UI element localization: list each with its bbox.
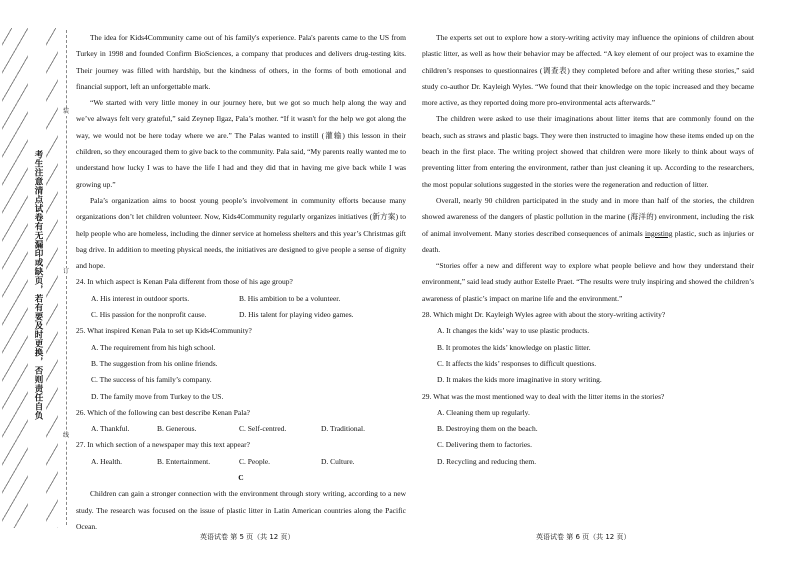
margin-hatch-left [2, 28, 28, 528]
page-5-footer: 英语试卷 第 5 页（共 12 页） [200, 533, 295, 541]
text-run: Overall, nearly 90 children participated in the study and in more than half of the stories, the children showed awareness of the dangers of plastic pollution in the marine (海洋的) environment, including the risk of animal involvement. Many stories described consequences of animals [422, 195, 754, 238]
option-27-b: B. Entertainment. [157, 456, 211, 466]
passage-paragraph: “Stories offer a new and different way to explore what people believe and how they understand their environment,” said lead study author Estelle Praet. “The results were truly inspiring and showed the children’s awareness of plastic’s impact on marine life and the environment.” [422, 261, 754, 303]
question-24: 24. In which aspect is Kenan Pala different from those of his age group? [76, 277, 293, 287]
question-28: 28. Which might Dr. Kayleigh Wyles agree with about the story-writing activity? [422, 310, 666, 320]
passage-paragraph: Pala’s organization aims to boost young people’s involvement in community efforts because many organizations don’t let children volunteer. Now, Kids4Community regularly organizes initiatives (新方案) to help people who are homeless, including the dinner service at homeless shelters and this year’s Christmas gift bag drive. In addition to meeting physical needs, the initiatives are designed to give people a sense of dignity and hope. [76, 195, 406, 271]
option-26-d: D. Traditional. [321, 424, 365, 434]
option-25-d: D. The family move from Turkey to the US. [91, 391, 224, 401]
binding-mark-zhuang: 装 [62, 108, 69, 115]
option-24-a: A. His interest in outdoor sports. [91, 293, 190, 303]
passage-paragraph-ingesting [422, 193, 754, 258]
question-24-options-row-1 [76, 291, 406, 307]
option-24-c: C. His passion for the nonprofit cause. [91, 310, 207, 320]
page-6-footer: 英语试卷 第 6 页（共 12 页） [536, 533, 631, 541]
section-heading-c: C [238, 473, 244, 483]
question-25: 25. What inspired Kenan Pala to set up Kids4Community? [76, 326, 252, 336]
question-26-options [76, 421, 406, 437]
question-27-options [76, 454, 406, 470]
question-27: 27. In which section of a newspaper may this text appear? [76, 440, 250, 450]
option-29-c: C. Delivering them to factories. [437, 440, 532, 450]
binding-mark-xian: 线 [62, 432, 69, 439]
option-28-b: B. It promotes the kids’ knowledge on plastic litter. [437, 342, 591, 352]
passage-paragraph: The idea for Kids4Community came out of his family's experience. Pala's parents came to the US from Turkey in 1998 and founded Confirm BioSciences, a company that produces and delivers drug-testing kits. Their journey was filled with hardship, but the kindness of others, in the forms of both emotional and financial support, left an unforgettable mark. [76, 33, 406, 91]
option-25-c: C. The success of his family’s company. [91, 375, 212, 385]
option-25-a: A. The requirement from his high school. [91, 342, 216, 352]
option-28-c: C. It affects the kids’ responses to difficult questions. [437, 358, 597, 368]
binding-dashed-line [66, 30, 67, 525]
margin-hatch-right [46, 28, 58, 528]
question-24-options-row-2 [76, 307, 406, 323]
option-27-d: D. Culture. [321, 456, 355, 466]
underlined-word: ingesting [645, 228, 673, 238]
option-28-d: D. It makes the kids more imaginative in story writing. [437, 375, 602, 385]
option-26-c: C. Self-centred. [239, 424, 287, 434]
option-24-d: D. His talent for playing video games. [239, 310, 354, 320]
option-27-c: C. People. [239, 456, 271, 466]
option-27-a: A. Health. [91, 456, 123, 466]
passage-paragraph: The children were asked to use their imaginations about litter items that are commonly found on the beach, such as straws and plastic bags. They were then instructed to imagine how these items ended up on the beach in the first place. The writing project showed that children were more likely to think about ways of preventing litter from entering the environment, rather than just cleaning it up. According to the researchers, the most popular solutions suggested in the stories were the regeneration and reduction of litter. [422, 114, 754, 189]
passage-paragraph: “We started with very little money in our journey here, but we got so much help along the way and we’ve always felt very grateful,” said Zeynep Ilgaz, Pala’s mother. “If it wasn't for the help we got along the way, we would not be here today where we are.” The Palas wanted to instill (灌输) this lesson in their children, so they encouraged them to give back to the community. Pala said, “My parents really wanted me to understand how lucky I was to have the life I had and they did that in having me give back while I was growing up.” [76, 98, 406, 189]
page-6-column [422, 30, 754, 470]
question-26: 26. Which of the following can best describe Kenan Pala? [76, 407, 250, 417]
option-25-b: B. The suggestion from his online friends. [91, 358, 218, 368]
passage-paragraph: The experts set out to explore how a story-writing activity may influence the opinions of children about plastic litter, as well as how their behavior may be affected. “A key element of our project was to examine the children’s responses to questionnaires (调查表) they completed before and after writing these stories,” said study co-author Dr. Kayleigh Wyles. “We found that their knowledge on the topic increased and they became more active, as they reported doing more pro-environmental acts afterwards.” [422, 33, 754, 108]
passage-paragraph: Children can gain a stronger connection with the environment through story writing, according to a new study. The research was focused on the issue of plastic litter in Latin American countries along the Pacific Ocean. [76, 489, 406, 531]
option-26-a: A. Thankful. [91, 424, 130, 434]
option-26-b: B. Generous. [157, 424, 197, 434]
option-29-d: D. Recycling and reducing them. [437, 456, 537, 466]
option-29-b: B. Destroying them on the beach. [437, 424, 538, 434]
text-run: plastic, such as injuries or death. [422, 228, 754, 254]
question-29: 29. What was the most mentioned way to deal with the litter items in the stories? [422, 391, 665, 401]
binding-mark-ding: 订 [62, 268, 69, 275]
binding-margin [0, 0, 60, 561]
margin-vertical-note: 考生注意清点试卷有无漏印或缺页，若有要及时更换，否则责任自负 [33, 150, 43, 420]
option-28-a: A. It changes the kids’ way to use plastic products. [437, 326, 590, 336]
option-24-b: B. His ambition to be a volunteer. [239, 293, 341, 303]
option-29-a: A. Cleaning them up regularly. [437, 407, 530, 417]
page-5-column [76, 30, 406, 535]
